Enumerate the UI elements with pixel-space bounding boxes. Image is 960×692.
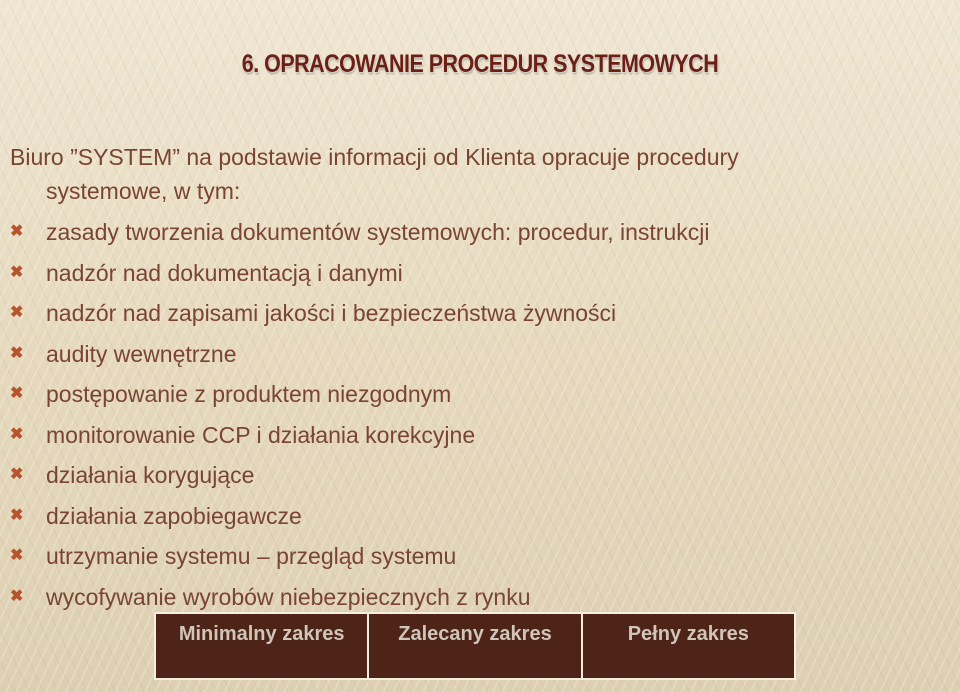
cross-bullet-icon: ✖ bbox=[10, 425, 24, 443]
scope-cell-recommended: Zalecany zakres bbox=[368, 613, 581, 679]
slide-title: 6. OPRACOWANIE PROCEDUR SYSTEMOWYCH bbox=[241, 50, 719, 78]
list-item-text: monitorowanie CCP i działania korekcyjne bbox=[46, 421, 476, 448]
cross-bullet-icon: ✖ bbox=[10, 385, 24, 402]
list-item-text: nadzór nad dokumentacją i danymi bbox=[46, 259, 403, 286]
cross-bullet-icon: ✖ bbox=[10, 304, 24, 321]
list-item-text: wycofywanie wyrobów niebezpiecznych z rynku bbox=[46, 583, 531, 610]
list-item-text: zasady tworzenia dokumentów systemowych: procedur, instrukcji bbox=[46, 219, 710, 245]
list-item-text: działania korygujące bbox=[46, 462, 255, 488]
list-item-text: utrzymanie systemu – przegląd systemu bbox=[46, 543, 457, 569]
intro-paragraph bbox=[10, 140, 940, 208]
cross-bullet-icon: ✖ bbox=[10, 587, 24, 605]
scope-cell-minimal: Minimalny zakres bbox=[155, 613, 368, 679]
cross-bullet-icon: ✖ bbox=[10, 547, 24, 564]
cross-bullet-icon: ✖ bbox=[10, 466, 24, 483]
list-item-text: audity wewnętrzne bbox=[46, 340, 237, 367]
table-row bbox=[155, 613, 795, 679]
list-item-text: postępowanie z produktem niezgodnym bbox=[46, 381, 452, 407]
list-item-text: nadzór nad zapisami jakości i bezpieczeństwa żywności bbox=[46, 300, 617, 326]
intro-line-1: Biuro ”SYSTEM” na podstawie informacji od Klienta opracuje procedury bbox=[10, 144, 739, 170]
list-item-text: działania zapobiegawcze bbox=[46, 502, 302, 529]
cross-bullet-icon: ✖ bbox=[10, 223, 24, 240]
cross-bullet-icon: ✖ bbox=[10, 344, 24, 362]
cross-bullet-icon: ✖ bbox=[10, 263, 24, 281]
scope-table bbox=[154, 612, 796, 680]
scope-cell-full: Pełny zakres bbox=[582, 613, 795, 679]
cross-bullet-icon: ✖ bbox=[10, 506, 24, 524]
intro-line-2: systemowe, w tym: bbox=[46, 178, 241, 204]
